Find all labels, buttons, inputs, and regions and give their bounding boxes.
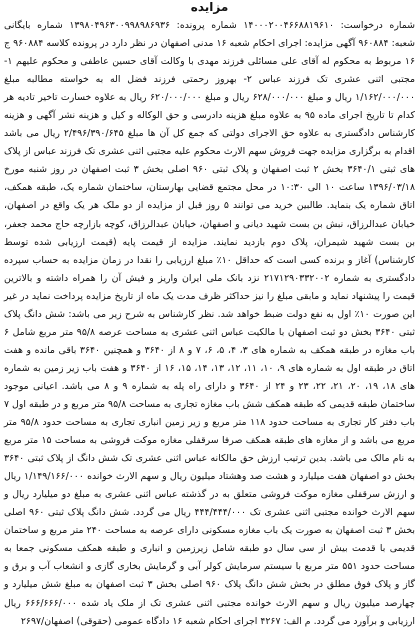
notice-title: مزایده [190,0,229,14]
notice-body: شماره درخواست: ۱۴۰۰۰۲۰۰۴۶۶۸۸۱۹۶۱۰ شماره پرونده: ۱۳۹۸۰۴۹۶۳۰۰۹۹۸۹۸۶۹۳۶ شماره بایگانی شعبه: ۹۶۰۸۸۴ آگهی مزایده: اجرای احکام شعبه ۱۶ مدنی اصفهان در نظر دارد در پرونده کلاسه ۹۶۰۸۸۴ ج ۱۶ مربوط به محکوم له آقای علی مسائلی فرزند مهدی با وکالت آقای حسین عاطفی و محکوم علیهم ۱- مجتبی اثنی عشری تک فرزند عباس ۲- بهروز رحمتی فرزند فضل اله به خواسته مطالبه مبلغ ۱/۱۶۲/۰۰۰/۰۰۰ ریال و مبلغ ۶۲۸/۰۰۰/۰۰۰ ریال و مبلغ ۶۲۰/۰۰۰/۰۰۰ ریال به علاوه خسارت تاخیر تادیه هر کدام تا تاریخ اجرای ماده ۹۵ به علاوه مبلغ هزینه دادرسی و حق الوکاله و کیل و هزینه نشر آگهی و هزینه کارشناس دادگستری به علاوه حق الاجرای دولتی که جمع کل آن ها مبلغ ۲/۴۹۶/۳۹۰/۶۴۵ ریال می باشد اقدام به برگزاری مزایده جهت فروش سهم الارث محکوم علیه مجتبی اثنی عشری تک فرزند عباس از پلاک های ثبتی ۳۶۴۰/۱ بخش ۲ ثبت اصفهان و پلاک ثبتی ۹۶۰ اصلی بخش ۳ ثبت اصفهان در روز شنبه مورخ ۱۳۹۶/۰۳/۱۸ ساعت ۱۰ الی ۱۰:۳۰ در محل مجتمع قضایی بهارستان، ساختمان شماره یک، طبقه همکف، اتاق شماره یک بنماید. طالبین خرید می توانند ۵ روز قبل از مزایده از دو ملک هر یک واقع در اصفهان، خیابان عبدالرزاق، نبش بن بست شهید دیانی و اصفهان، خیابان عبدالرزاق، کوچه بازارچه حاج محمد جعفر، بن بست شهید شیمران، پلاک دوم بازدید نمایند. مزایده از قیمت پایه (قیمت ارزیابی شده توسط کارشناس) آغاز و برنده کسی است که حداقل ۱۰٪ مبلغ ارزیابی را نقدا در زمان مزایده به حساب سپرده دادگستری به شماره ۲۱۷۱۲۹۰۳۳۲۰۰۲ نزد بانک ملی ایران واریز و فیش آن را همراه داشته و بالاترین قیمت را پیشنهاد نماید و مابقی مبلغ را نیز حداکثر ظرف مدت یک ماه از تاریخ مزایده پرداخت نماید در غیر این صورت ۱۰٪ اول به نفع دولت ضبط خواهد شد. نظر کارشناس به شرح زیر می باشد: شش دانگ پلاک ثبتی ۳۶۴۰ بخش دو ثبت اصفهان با مالکیت عباس اثنی عشری به مساحت عرصه ۹۵/۸ متر مربع شامل ۶ باب مغازه در طبقه همکف به شماره های ۳، ۴، ۵، ۶، ۷ و ۸ از ۳۶۴۰ و همچنین ۳۶۴۰ باقی مانده و هفت اتاق در طبقه اول به شماره های ۹، ۱۰، ۱۱، ۱۲، ۱۳، ۱۴، ۱۵، ۱۶ از ۳۶۴۰ و هفت باب زیر زمین به شماره های ۱۸، ۱۹، ۲۰، ۲۱، ۲۲، ۲۳ و ۲۴ از ۳۶۴۰ و دارای راه پله به شماره ۹ و ۸ می باشد. اعیانی موجود ساختمان طبقه قدیمی که طبقه همکف شش باب مغازه تجاری به مساحت ۹۵/۸ متر مربع و در طبقه اول ۷ باب دفتر کار تجاری به مساحت حدود ۱۱۸ متر مربع و زیر زمین انباری تجاری به مساحت حدود ۹۵/۸ متر مربع می باشد و از مغازه های طبقه همکف صرفا سرقفلی مغازه موکت فروشی به مساحت ۱۵ متر مربع به نام مالک می باشد. بدین ترتیب ارزش حق مالکانه عباس اثنی عشری تک شش دانگ از پلاک ثبتی ۳۶۴۰ بخش دو اصفهان هفت میلیارد و هشت صد وهشتاد میلیون ریال و سهم الارث خوانده ۱/۱۴۹/۱۶۶/۰۰۰ ریال و ارزش سرقفلی مغازه موکت فروشی متعلق به در گذشته عباس اثنی عشری به مبلغ دو میلیارد ریال و سهم الارث خوانده مجتبی اثنی عشری تک ۴۴۴/۴۴۴/۰۰۰ ریال می گردد. شش دانگ پلاک ثبتی ۹۶۰ اصلی بخش ۳ ثبت اصفهان به صورت یک باب مغازه مسکونی دارای عرصه به مساحت ۲۴۰ متر مربع و ساختمان قدیمی با قدمت بیش از سی سال دو طبقه شامل زیرزمین و انباری و طبقه همکف مسکونی جمعا به مساحت حدود ۵۵۱ متر مربع با سیستم سرمایش کولر آبی و گرمایش بخاری گازی و انشعاب آب و برق و گاز و پلاک فوق مطلق در بخش شش دانگ پلاک ۹۶۰ اصلی بخش ۳ ثبت اصفهان به مبلغ شش میلیارد و چهارصد میلیون ریال و سهم الارث خوانده مجتبی اثنی عشری تک از ملک یاد شده ۶۶۶/۶۶۶/۰۰۰ ریال ارزیابی و برآورد می گردد. م الف: ۴۲۶۷ اجرای احکام شعبه ۱۶ دادگاه عمومی (حقوقی) اصفهان/۲۶۹۷ [4,20,416,627]
